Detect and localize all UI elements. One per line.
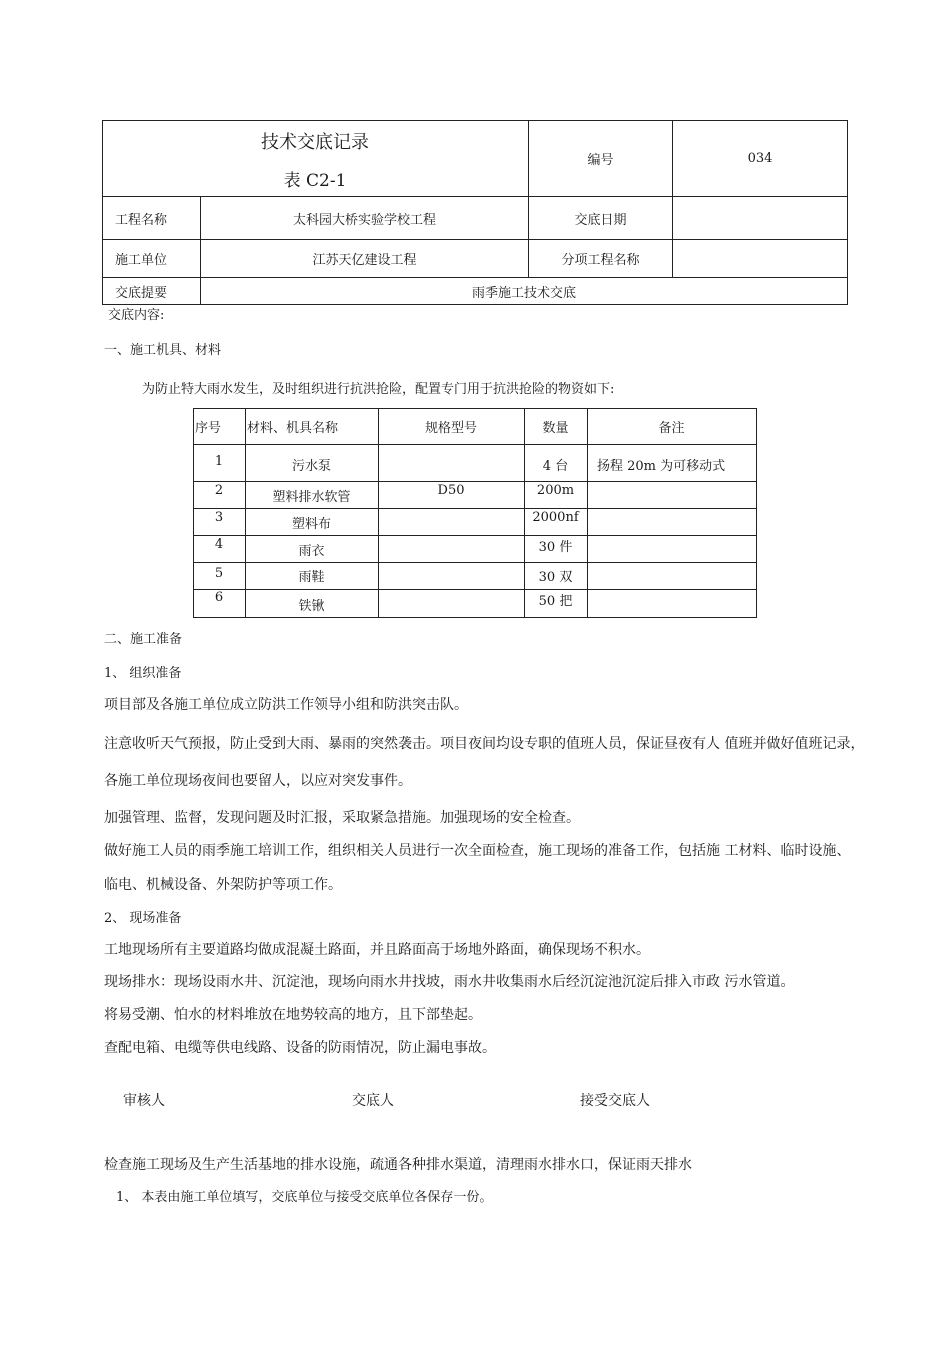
table-row-4-name: 雨衣 [298,544,325,559]
reviewer-label: 审核人 [123,1093,165,1109]
document-title: 技术交底记录 [261,132,369,153]
table-row-1-name: 污水泵 [291,459,331,474]
paragraph: 加强管理、监督，发现问题及时汇报，采取紧急措施。加强现场的安全检查。 [104,810,580,826]
subsection-site: 2、 现场准备 [104,911,182,926]
section1-heading: 一、施工机具、材料 [104,343,222,358]
paragraph: 工地现场所有主要道路均做成混凝土路面，并且路面高于场地外路面，确保现场不积水。 [104,942,650,958]
table-number: 表 C2-1 [283,171,347,191]
col-header-qty: 数量 [542,421,569,436]
receiver-label: 接受交底人 [580,1093,650,1109]
table-row-3-name: 塑料布 [291,517,331,532]
subsection-organization: 1、 组织准备 [104,666,182,681]
table-row-2-no: 2 [214,483,224,498]
subproject-value [673,240,847,277]
col-header-name: 材料、机具名称 [247,421,339,436]
table-row-6-qty: 50 把 [538,594,573,609]
materials-table [193,408,757,618]
table-row-1-remark: 扬程 20m 为可移动式 [597,459,726,474]
summary-value: 雨季施工技术交底 [471,285,576,301]
table-row-6-no: 6 [214,590,224,605]
section1-intro: 为防止特大雨水发生，及时组织进行抗洪抢险，配置专门用于抗洪抢险的物资如下: [142,382,615,397]
paragraph: 现场排水：现场设雨水井、沉淀池，现场向雨水井找坡，雨水井收集雨水后经沉淀池沉淀后排入市政 污水管道。 [104,974,795,990]
code-label: 编号 [587,152,614,168]
table-row-3-no: 3 [214,510,224,525]
footer-note: 1、 本表由施工单位填写，交底单位与接受交底单位各保存一份。 [116,1190,493,1205]
col-header-spec: 规格型号 [424,421,477,436]
table-row-2-name: 塑料排水软管 [272,490,351,505]
table-row-1-qty: 4 台 [542,459,569,474]
code-value: 034 [747,150,773,166]
project-name-label: 工程名称 [115,212,168,228]
table-row-5-qty: 30 双 [538,570,573,585]
table-row-3-qty: 2000nf [532,510,579,525]
subproject-label: 分项工程名称 [561,253,640,268]
paragraph: 做好施工人员的雨季施工培训工作，组织相关人员进行一次全面检查，施工现场的准备工作，包括施 工材料、临时设施、 [104,843,851,859]
paragraph: 临电、机械设备、外架防护等项工作。 [104,877,342,893]
contractor-value: 江苏天亿建设工程 [312,253,417,268]
contractor-label: 施工单位 [115,253,168,268]
paragraph: 注意收听天气预报，防止受到大雨、暴雨的突然袭击。项目夜间均设专职的值班人员，保证昼夜有人 值班并做好值班记录， [104,736,865,752]
section2-heading: 二、施工准备 [104,632,183,647]
table-row-5-name: 雨鞋 [298,570,325,585]
table-row-4-no: 4 [214,537,224,552]
header-table [102,120,848,305]
content-label: 交底内容: [108,308,165,323]
paragraph: 项目部及各施工单位成立防洪工作领导小组和防洪突击队。 [104,697,468,713]
table-row-6-name: 铁锹 [298,599,325,614]
date-label: 交底日期 [574,212,627,228]
table-row-2-qty: 200m [536,483,575,498]
footer-line: 检查施工现场及生产生活基地的排水设施，疏通各种排水渠道，清理雨水排水口，保证雨天排水 [104,1157,692,1173]
date-value [673,197,847,239]
col-header-remark: 备注 [658,421,685,436]
paragraph: 各施工单位现场夜间也要留人，以应对突发事件。 [104,773,412,789]
discloser-label: 交底人 [352,1093,394,1109]
table-row-2-spec: D50 [437,483,465,498]
table-row-1-no: 1 [214,454,224,469]
summary-label: 交底提要 [115,285,168,301]
project-name-value: 太科园大桥实验学校工程 [292,212,436,228]
table-row-5-no: 5 [214,566,224,581]
paragraph: 将易受潮、怕水的材料堆放在地势较高的地方，且下部垫起。 [104,1007,482,1023]
paragraph: 查配电箱、电缆等供电线路、设备的防雨情况，防止漏电事故。 [104,1040,496,1056]
col-header-no: 序号 [195,421,222,436]
table-row-4-qty: 30 件 [538,540,573,555]
